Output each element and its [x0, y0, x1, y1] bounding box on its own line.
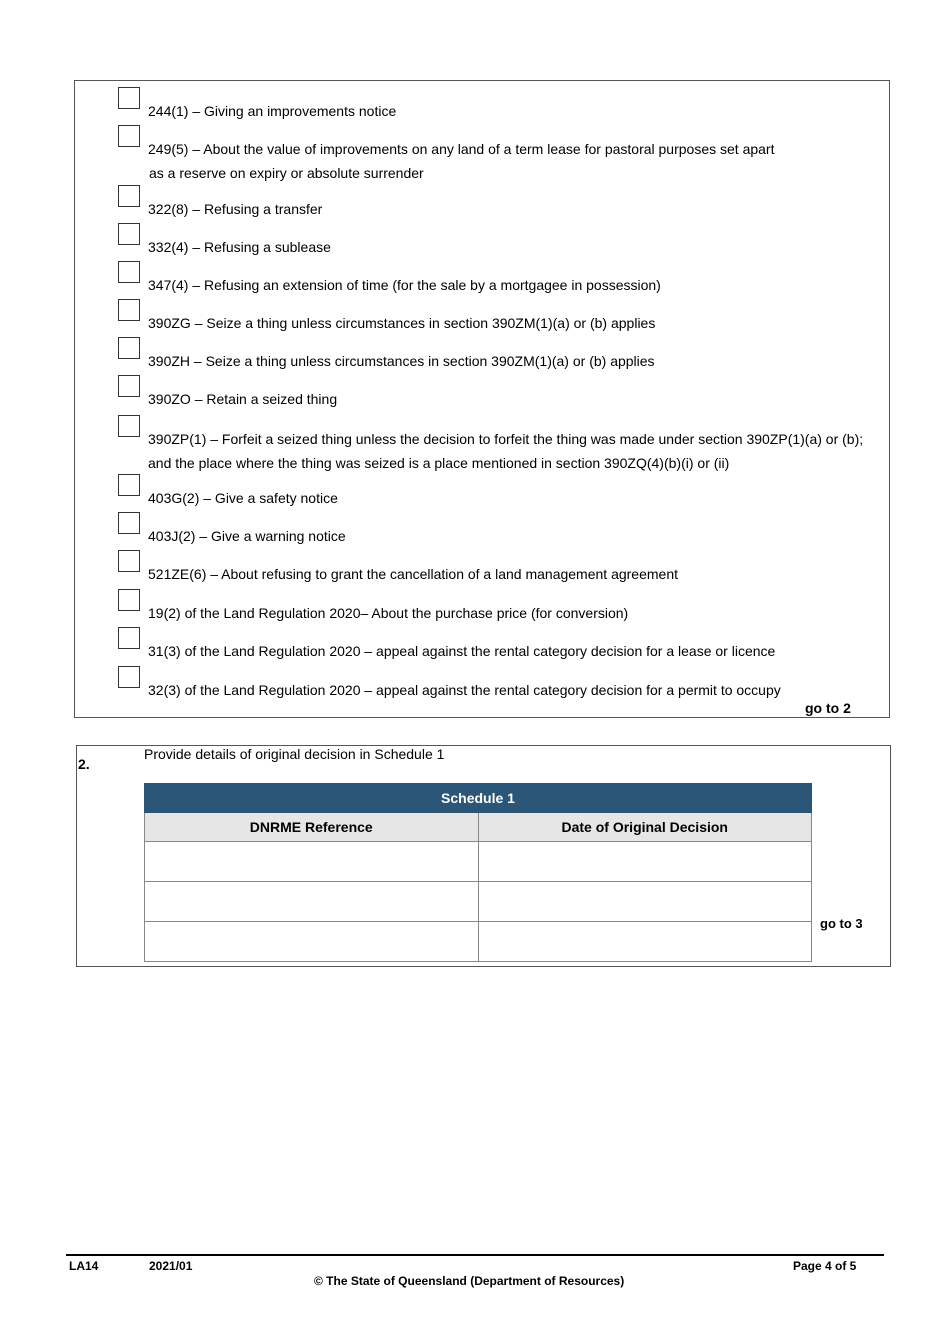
table-row: [145, 922, 812, 962]
page-number: Page 4 of 5: [793, 1259, 857, 1273]
item-label: 244(1) – Giving an improvements notice: [148, 103, 397, 119]
item-label: 322(8) – Refusing a transfer: [148, 201, 323, 217]
date-cell[interactable]: [478, 922, 812, 962]
copyright: © The State of Queensland (Department of Resources): [314, 1274, 625, 1288]
original-decision-section: [76, 745, 891, 967]
checkbox[interactable]: [118, 550, 140, 572]
checkbox[interactable]: [118, 185, 140, 207]
schedule-1-table: [144, 783, 812, 962]
form-version: 2021/01: [149, 1259, 193, 1273]
column-header-reference: DNRME Reference: [145, 813, 479, 842]
item-label: 403J(2) – Give a warning notice: [148, 528, 346, 544]
checkbox[interactable]: [118, 87, 140, 109]
footer-divider: [66, 1254, 884, 1256]
table-row: [145, 882, 812, 922]
item-label: 32(3) of the Land Regulation 2020 – appeal against the rental category decision for a permit to occupy: [148, 682, 781, 698]
item-label: 332(4) – Refusing a sublease: [148, 239, 331, 255]
checkbox[interactable]: [118, 666, 140, 688]
reference-cell[interactable]: [145, 882, 479, 922]
item-label: 403G(2) – Give a safety notice: [148, 490, 338, 506]
form-code: LA14: [69, 1259, 99, 1273]
section-instruction: Provide details of original decision in Schedule 1: [144, 746, 445, 762]
goto-2-label: go to 2: [805, 700, 851, 716]
checkbox[interactable]: [118, 589, 140, 611]
column-header-date: Date of Original Decision: [478, 813, 812, 842]
item-label: 390ZO – Retain a seized thing: [148, 391, 338, 407]
checkbox[interactable]: [118, 375, 140, 397]
checkbox[interactable]: [118, 512, 140, 534]
goto-3-label: go to 3: [820, 916, 863, 931]
date-cell[interactable]: [478, 882, 812, 922]
reference-cell[interactable]: [145, 922, 479, 962]
checkbox[interactable]: [118, 261, 140, 283]
item-label: 521ZE(6) – About refusing to grant the cancellation of a land management agreement: [148, 566, 679, 582]
item-label: 390ZH – Seize a thing unless circumstances in section 390ZM(1)(a) or (b) applies: [148, 353, 655, 369]
checkbox[interactable]: [118, 627, 140, 649]
checkbox[interactable]: [118, 337, 140, 359]
item-label: 249(5) – About the value of improvements on any land of a term lease for pastoral purposes set apart as a reserve on expiry or absolute surrender: [148, 141, 775, 181]
schedule-title: Schedule 1: [145, 784, 812, 813]
checkbox[interactable]: [118, 474, 140, 496]
decision-checklist-section: [74, 80, 890, 718]
reference-cell[interactable]: [145, 842, 479, 882]
item-label: 347(4) – Refusing an extension of time (for the sale by a mortgagee in possession): [148, 277, 661, 293]
table-row: [145, 842, 812, 882]
section-number: 2.: [78, 756, 90, 772]
item-label: 390ZG – Seize a thing unless circumstances in section 390ZM(1)(a) or (b) applies: [148, 315, 656, 331]
item-label: 390ZP(1) – Forfeit a seized thing unless the decision to forfeit the thing was made under section 390ZP(1)(a) or (b); and the place where the thing was seized is a place mentioned in section 390ZQ(4)(b)(i) or (ii): [148, 431, 864, 471]
checkbox[interactable]: [118, 223, 140, 245]
checkbox[interactable]: [118, 415, 140, 437]
item-label: 31(3) of the Land Regulation 2020 – appeal against the rental category decision for a lease or licence: [148, 643, 776, 659]
checkbox[interactable]: [118, 299, 140, 321]
date-cell[interactable]: [478, 842, 812, 882]
checkbox[interactable]: [118, 125, 140, 147]
item-label: 19(2) of the Land Regulation 2020– About the purchase price (for conversion): [148, 605, 629, 621]
